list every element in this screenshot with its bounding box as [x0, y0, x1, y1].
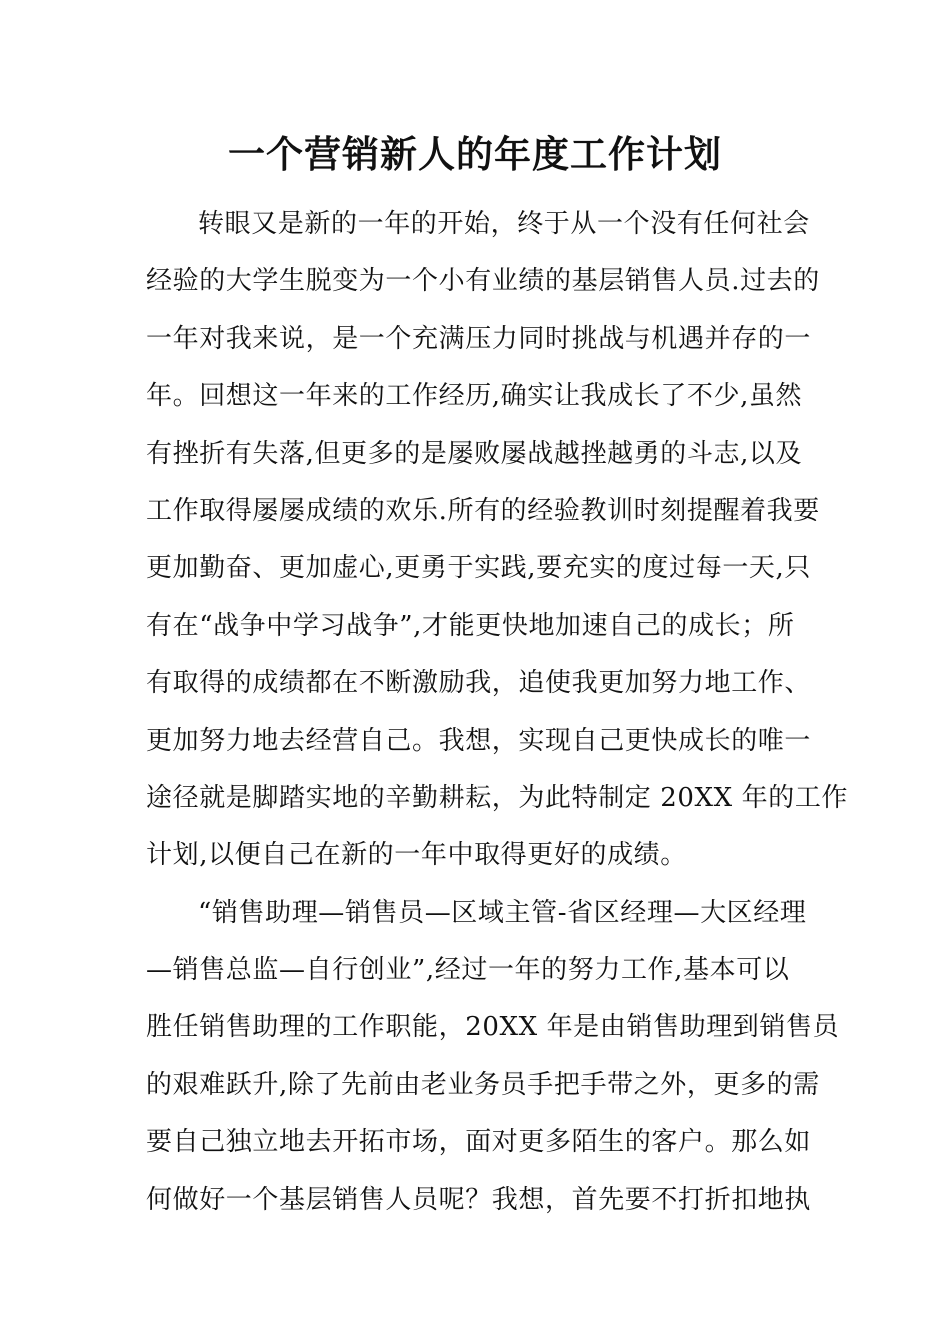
paragraph-2-line-5: 要自己独立地去开拓市场，面对更多陌生的客户。那么如 [146, 1127, 812, 1158]
paragraph-2-line-6: 何做好一个基层销售人员呢？我想，首先要不打折扣地执 [146, 1184, 812, 1215]
paragraph-1-line-1: 转眼又是新的一年的开始，终于从一个没有任何社会 [198, 209, 810, 239]
paragraph-1-line-11: 途径就是脚踏实地的辛勤耕耘，为此特制定 20XX 年的工作 [146, 782, 849, 813]
paragraph-1-line-12: 计划,以便自己在新的一年中取得更好的成绩。 [146, 840, 687, 871]
paragraph-1-line-7: 更加勤奋、更加虚心,更勇于实践,要充实的度过每一天,只 [146, 553, 811, 584]
paragraph-1-line-9: 有取得的成绩都在不断激励我，追使我更加努力地工作、 [146, 668, 812, 699]
paragraph-2-line-4: 的艰难跃升,除了先前由老业务员手把手带之外，更多的需 [146, 1069, 820, 1100]
paragraph-1-line-2: 经验的大学生脱变为一个小有业绩的基层销售人员.过去的 [146, 266, 820, 297]
document-title: 一个营销新人的年度工作计划 [228, 132, 722, 176]
paragraph-1-line-10: 更加努力地去经营自己。我想，实现自己更快成长的唯一 [146, 725, 812, 756]
document-body [146, 196, 849, 1229]
paragraph-2-line-3: 胜任销售助理的工作职能，20XX 年是由销售助理到销售员 [146, 1012, 840, 1043]
paragraph-2-line-2: —销售总监—自行创业”,经过一年的努力工作,基本可以 [146, 955, 790, 986]
paragraph-1-line-4: 年。回想这一年来的工作经历,确实让我成长了不少,虽然 [146, 381, 803, 412]
paragraph-1-line-3: 一年对我来说，是一个充满压力同时挑战与机遇并存的一 [146, 323, 812, 354]
paragraph-1-line-5: 有挫折有失落,但更多的是屡败屡战越挫越勇的斗志,以及 [146, 438, 803, 469]
paragraph-1-line-6: 工作取得屡屡成绩的欢乐.所有的经验教训时刻提醒着我要 [146, 495, 820, 526]
paragraph-2-line-1: “销售助理—销售员—区域主管-省区经理—大区经理 [198, 897, 807, 928]
paragraph-1-line-8: 有在“战争中学习战争”,才能更快地加速自己的成长；所 [146, 610, 795, 641]
